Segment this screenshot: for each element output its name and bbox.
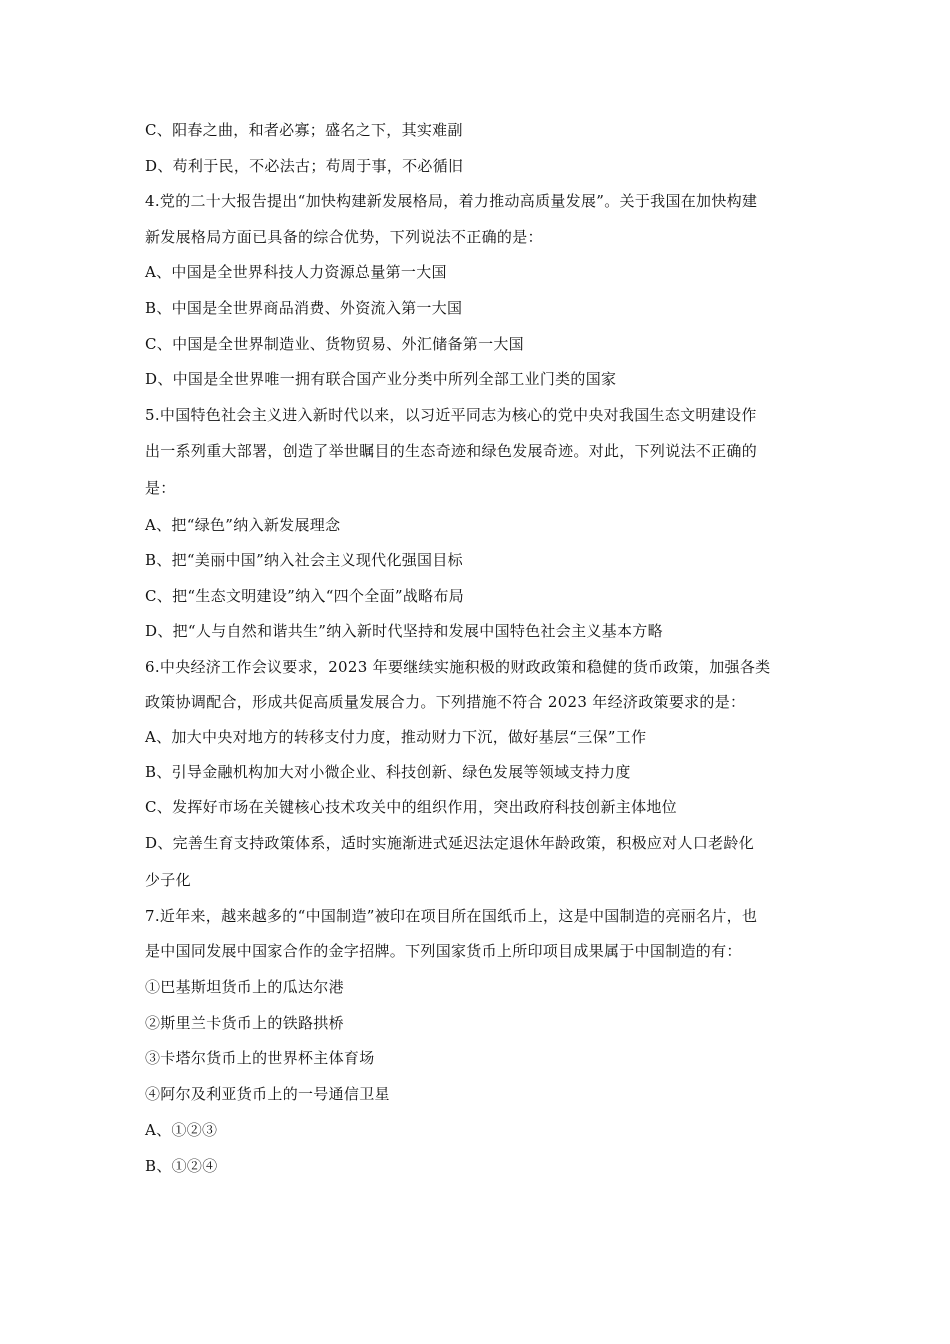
question-5-option-b: B、把“美丽中国”纳入社会主义现代化强国目标	[145, 551, 463, 569]
option-d-line: D、苟利于民，不必法古；苟周于事，不必循旧	[145, 157, 464, 175]
question-4-stem: 4.党的二十大报告提出“加快构建新发展格局，着力推动高质量发展”。关于我国在加快构建	[145, 192, 758, 210]
question-5-stem: 5.中国特色社会主义进入新时代以来，以习近平同志为核心的党中央对我国生态文明建设作	[145, 406, 757, 424]
question-7-item-1: ①巴基斯坦货币上的瓜达尔港	[145, 978, 344, 996]
question-4-option-c: C、中国是全世界制造业、货物贸易、外汇储备第一大国	[145, 335, 524, 353]
question-4-stem-cont: 新发展格局方面已具备的综合优势，下列说法不正确的是：	[145, 228, 543, 246]
question-7-item-2: ②斯里兰卡货币上的铁路拱桥	[145, 1014, 344, 1032]
question-7-item-4: ④阿尔及利亚货币上的一号通信卫星	[145, 1085, 390, 1103]
question-7-option-a: A、①②③	[145, 1121, 218, 1139]
question-5-option-c: C、把“生态文明建设”纳入“四个全面”战略布局	[145, 587, 465, 605]
question-6-option-d-cont: 少子化	[145, 871, 191, 889]
question-5-option-a: A、把“绿色”纳入新发展理念	[145, 516, 341, 534]
question-6-stem: 6.中央经济工作会议要求，2023 年要继续实施积极的财政政策和稳健的货币政策，加强各类	[145, 658, 771, 676]
question-7-stem: 7.近年来，越来越多的“中国制造”被印在项目所在国纸币上，这是中国制造的亮丽名片，也	[145, 907, 758, 925]
question-6-option-c: C、发挥好市场在关键核心技术攻关中的组织作用，突出政府科技创新主体地位	[145, 798, 677, 816]
question-5-option-d: D、把“人与自然和谐共生”纳入新时代坚持和发展中国特色社会主义基本方略	[145, 622, 663, 640]
question-6-option-d: D、完善生育支持政策体系，适时实施渐进式延迟法定退休年龄政策，积极应对人口老龄化	[145, 834, 755, 852]
question-4-option-a: A、中国是全世界科技人力资源总量第一大国	[145, 263, 447, 281]
question-7-option-b: B、①②④	[145, 1157, 218, 1175]
question-7-item-3: ③卡塔尔货币上的世界杯主体育场	[145, 1049, 375, 1067]
question-5-stem-end: 是：	[145, 479, 176, 497]
question-4-option-b: B、中国是全世界商品消费、外资流入第一大国	[145, 299, 463, 317]
question-6-option-a: A、加大中央对地方的转移支付力度，推动财力下沉，做好基层“三保”工作	[145, 728, 647, 746]
question-4-option-d: D、中国是全世界唯一拥有联合国产业分类中所列全部工业门类的国家	[145, 370, 617, 388]
question-6-option-b: B、引导金融机构加大对小微企业、科技创新、绿色发展等领域支持力度	[145, 763, 631, 781]
question-7-stem-cont: 是中国同发展中国家合作的金字招牌。下列国家货币上所印项目成果属于中国制造的有：	[145, 942, 742, 960]
question-5-stem-cont: 出一系列重大部署，创造了举世瞩目的生态奇迹和绿色发展奇迹。对此，下列说法不正确的	[145, 442, 758, 460]
option-c-line: C、阳春之曲，和者必寡；盛名之下，其实难副	[145, 121, 463, 139]
question-6-stem-cont: 政策协调配合，形成共促高质量发展合力。下列措施不符合 2023 年经济政策要求的是：	[145, 693, 746, 711]
